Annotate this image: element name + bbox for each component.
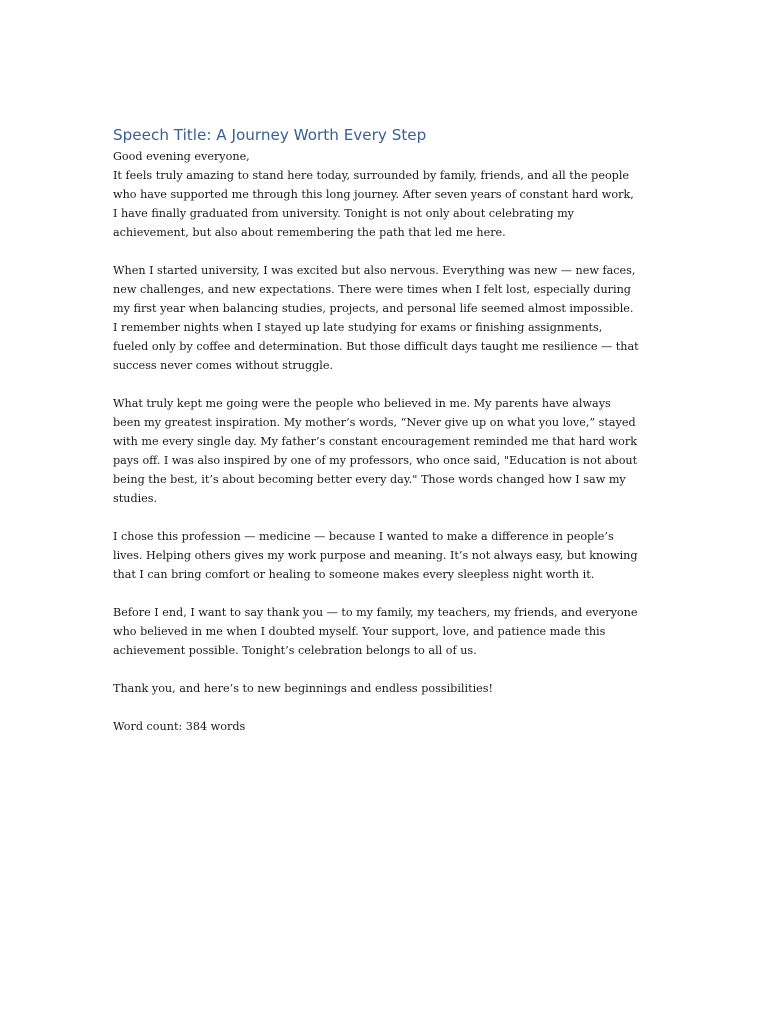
text-line: fueled only by coffee and determination. But those difficult days taught me resilience — that: [113, 340, 639, 353]
speech-body: [113, 147, 661, 736]
text-line: being the best, it’s about becoming better every day." Those words changed how I saw my: [113, 473, 626, 486]
text-line: lives. Helping others gives my work purpose and meaning. It’s not always easy, but knowing: [113, 549, 638, 562]
text-line: who believed in me when I doubted myself. Your support, love, and patience made this: [113, 625, 606, 638]
document-content: [113, 124, 661, 755]
text-line: studies.: [113, 492, 158, 505]
paragraph-closing: [113, 679, 661, 698]
text-line: I chose this profession — medicine — because I wanted to make a difference in people’s: [113, 530, 614, 543]
text-line: new challenges, and new expectations. There were times when I felt lost, especially during: [113, 283, 631, 296]
text-line: Word count: 384 words: [113, 720, 246, 733]
paragraph-university: [113, 261, 661, 375]
text-line: What truly kept me going were the people who believed in me. My parents have always: [113, 397, 611, 410]
text-line: I remember nights when I stayed up late studying for exams or finishing assignments,: [113, 321, 603, 334]
text-line: success never comes without struggle.: [113, 359, 334, 372]
word-count: [113, 717, 661, 736]
speech-title: Speech Title: A Journey Worth Every Step: [113, 126, 427, 144]
paragraph-greeting: [113, 147, 661, 242]
text-line: achievement, but also about remembering the path that led me here.: [113, 226, 506, 239]
text-line: When I started university, I was excited but also nervous. Everything was new — new faces,: [113, 264, 636, 277]
text-line: been my greatest inspiration. My mother’s words, “Never give up on what you love,” stayed: [113, 416, 636, 429]
text-line: pays off. I was also inspired by one of my professors, who once said, "Education is not about: [113, 454, 638, 467]
text-line: with me every single day. My father’s constant encouragement reminded me that hard work: [113, 435, 638, 448]
paragraph-inspiration: [113, 394, 661, 508]
text-line: Thank you, and here’s to new beginnings and endless possibilities!: [113, 682, 494, 695]
text-line: that I can bring comfort or healing to someone makes every sleepless night worth it.: [113, 568, 595, 581]
text-line: I have finally graduated from university. Tonight is not only about celebrating my: [113, 207, 575, 220]
paragraph-profession: [113, 527, 661, 584]
text-line: achievement possible. Tonight’s celebration belongs to all of us.: [113, 644, 477, 657]
text-line: Good evening everyone,: [113, 150, 250, 163]
text-line: Before I end, I want to say thank you — to my family, my teachers, my friends, and everyone: [113, 606, 638, 619]
text-line: It feels truly amazing to stand here today, surrounded by family, friends, and all the people: [113, 169, 630, 182]
text-line: my first year when balancing studies, projects, and personal life seemed almost impossible.: [113, 302, 634, 315]
text-line: who have supported me through this long journey. After seven years of constant hard work,: [113, 188, 634, 201]
paragraph-thanks: [113, 603, 661, 660]
